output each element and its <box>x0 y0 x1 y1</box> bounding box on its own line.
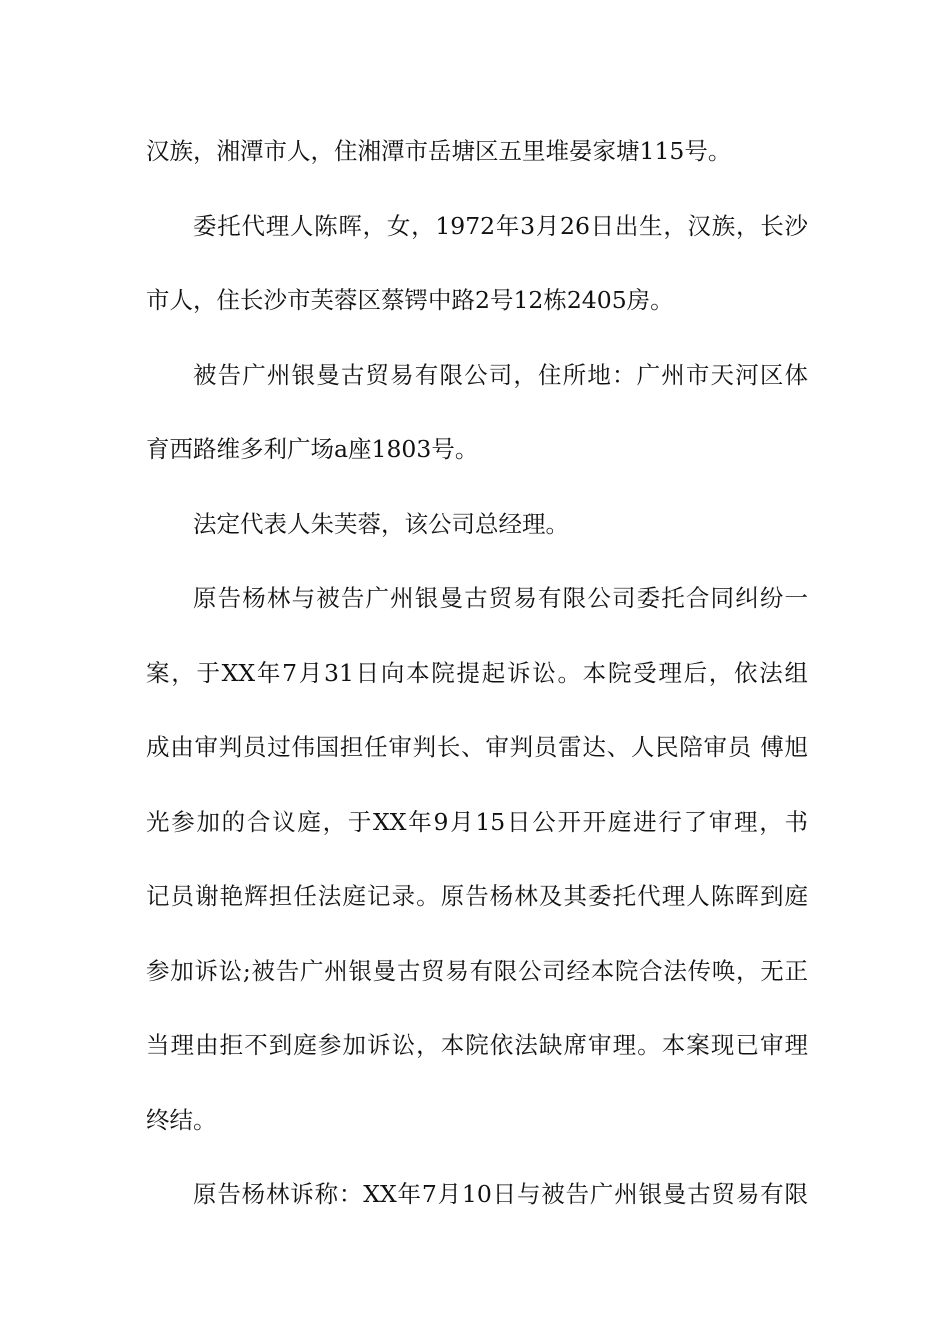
text-line: 记员谢艳辉担任法庭记录。原告杨林及其委托代理人陈晖到庭 <box>146 882 808 910</box>
text-line: 参加诉讼;被告广州银曼古贸易有限公司经本院合法传唤，无正 <box>146 956 808 985</box>
text-line: 终结。 <box>146 1105 217 1134</box>
text-line: 法定代表人朱芙蓉，该公司总经理。 <box>193 509 569 538</box>
text-line: 被告广州银曼古贸易有限公司，住所地：广州市天河区体 <box>193 360 808 389</box>
text-line: 育西路维多利广场a座1803号。 <box>146 435 479 463</box>
text-line: 原告杨林诉称：XX年7月10日与被告广州银曼古贸易有限 <box>193 1180 808 1208</box>
text-line: 成由审判员过伟国担任审判长、审判员雷达、人民陪审员 傅旭 <box>146 733 808 761</box>
text-line: 汉族，湘潭市人，住湘潭市岳塘区五里堆晏家塘115号。 <box>146 137 732 165</box>
text-line: 原告杨林与被告广州银曼古贸易有限公司委托合同纠纷一 <box>193 584 808 612</box>
text-line: 委托代理人陈晖，女，1972年3月26日出生，汉族，长沙 <box>193 211 808 240</box>
text-line: 案，于XX年7月31日向本院提起诉讼。本院受理后，依法组 <box>146 658 808 687</box>
text-line: 光参加的合议庭，于XX年9月15日公开开庭进行了审理，书 <box>146 807 808 836</box>
text-line: 市人，住长沙市芙蓉区蔡锷中路2号12栋2405房。 <box>146 286 674 314</box>
document-body <box>146 126 808 1244</box>
text-line: 当理由拒不到庭参加诉讼，本院依法缺席审理。本案现已审理 <box>146 1031 808 1059</box>
